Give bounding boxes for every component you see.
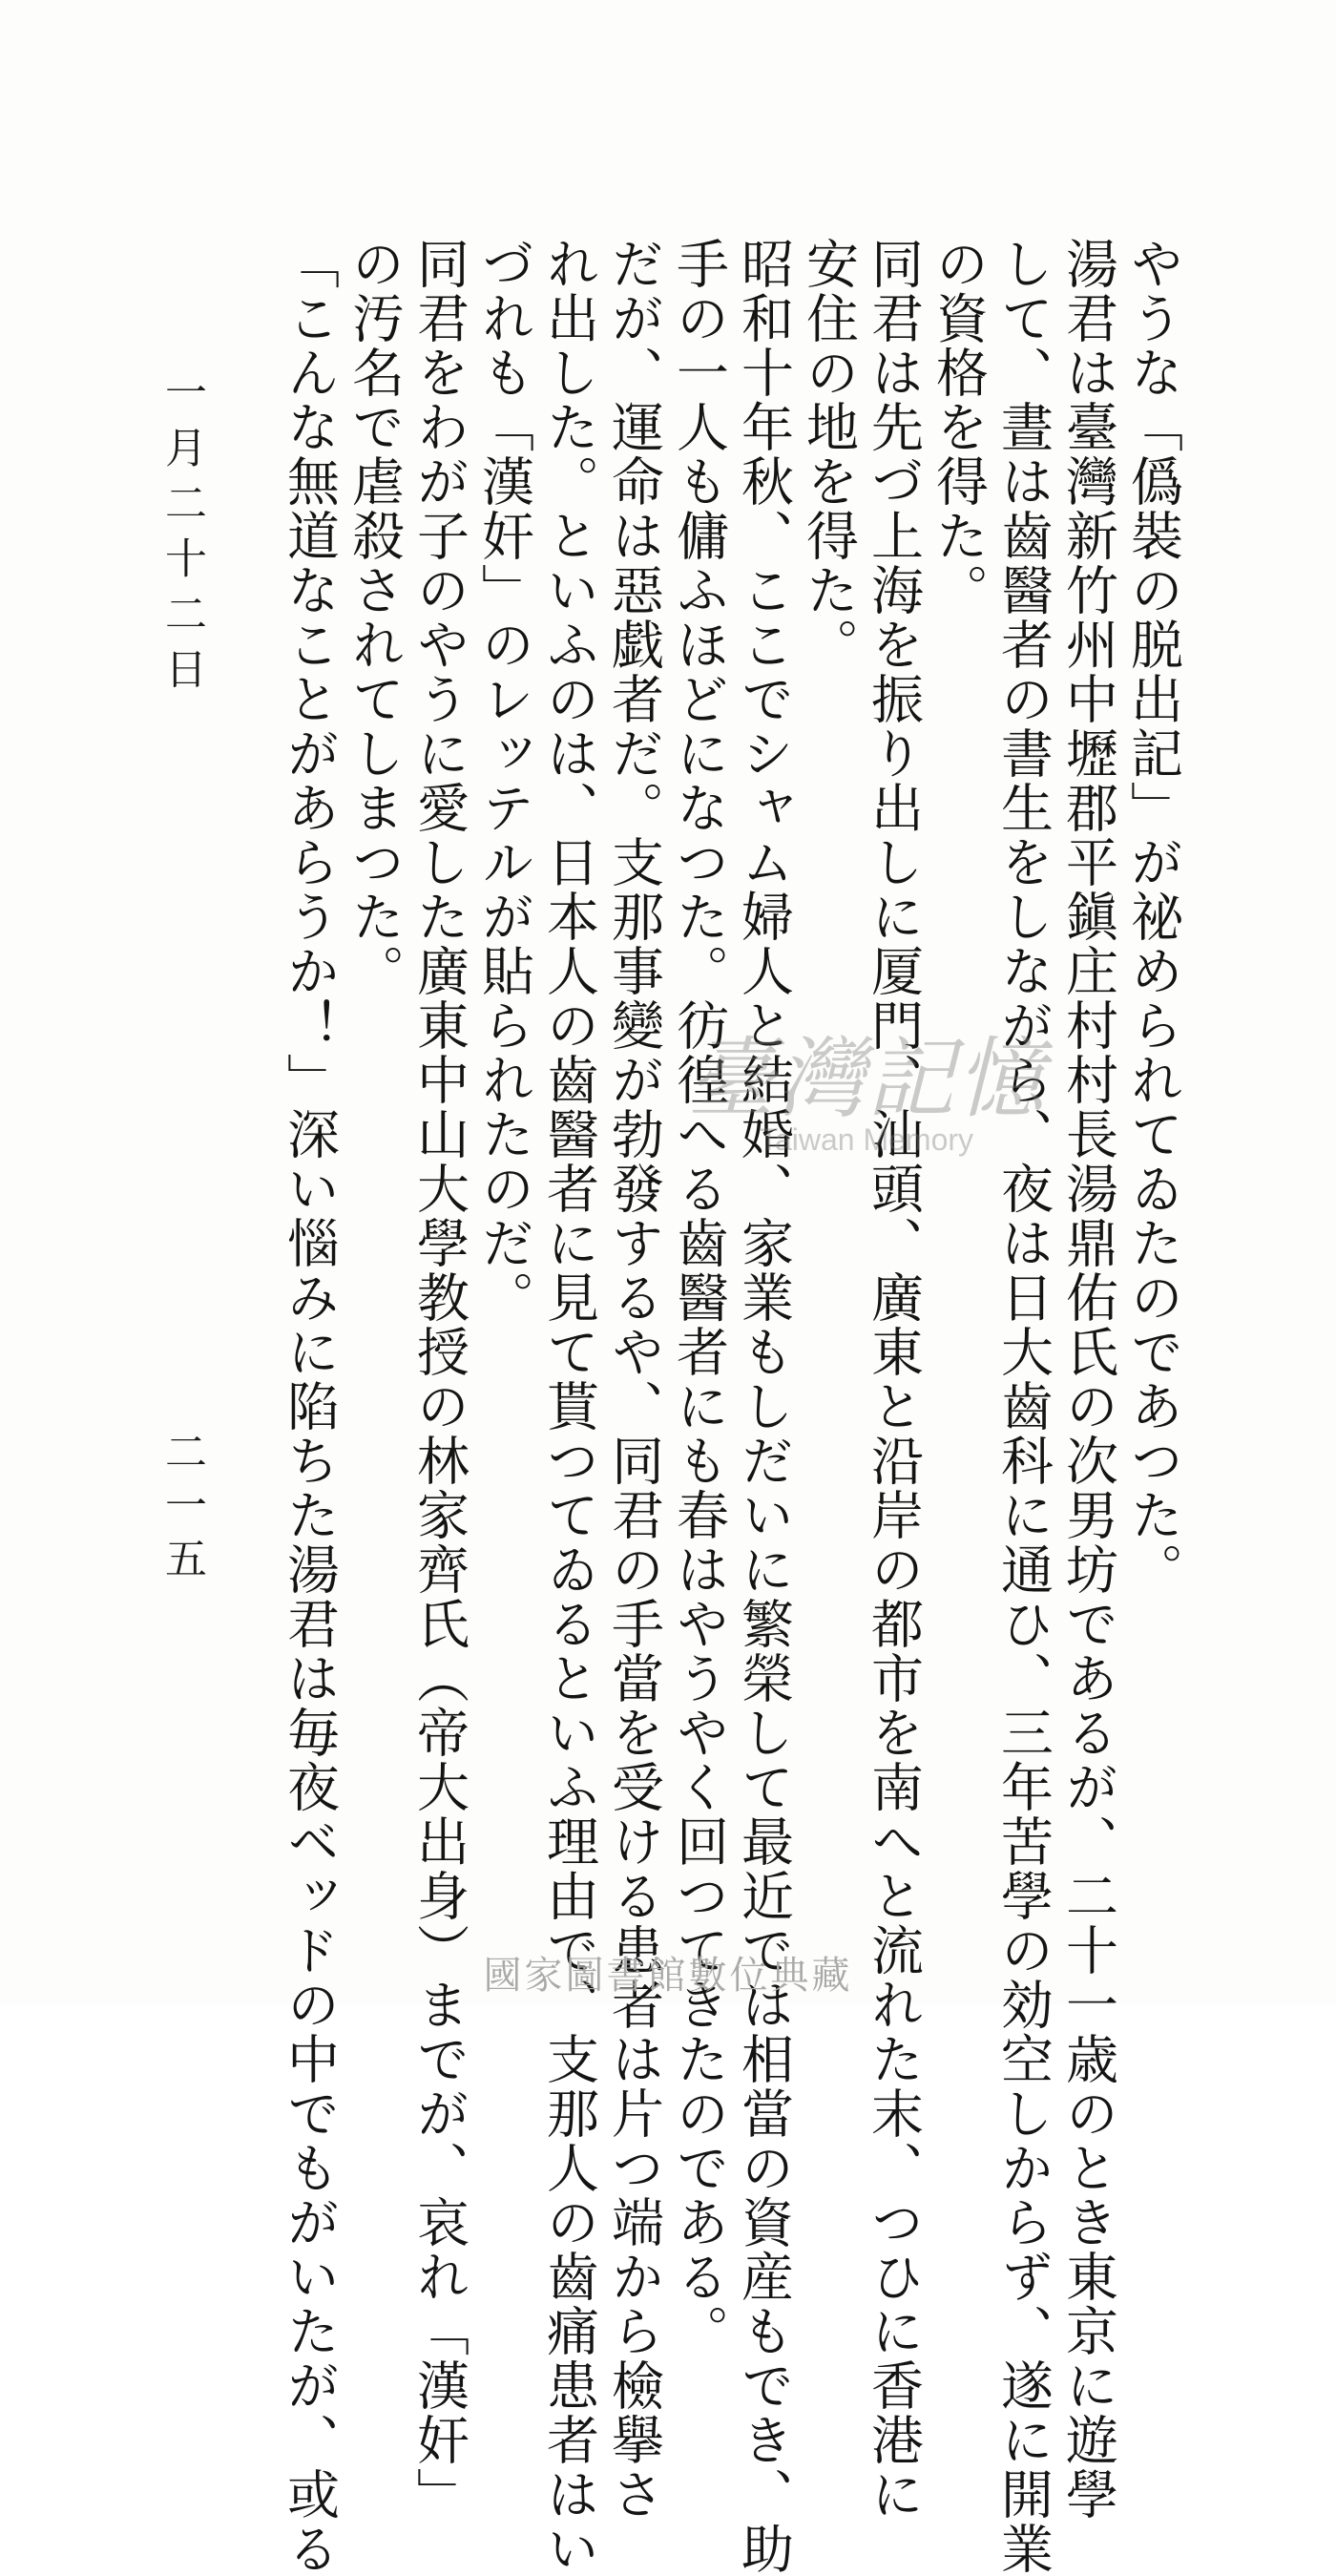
text-line: して、晝は齒醫者の書生をしながら、夜は日大齒科に通ひ、三年苦學の効空しからず、遂に開業 <box>992 237 1054 2576</box>
text-line: 手の一人も傭ふほどになつた。彷徨へる齒醫者にも春はやうやく回つてきたのである。 <box>668 237 729 2358</box>
text-line: れ出した。といふのは、日本人の齒醫者に見て貰つてゐるといふ理由で、支那人の齒痛患者はい <box>538 237 599 2576</box>
text-line: 「こんな無道なことがあらうか！」深い惱みに陷ちた湯君は毎夜ベッドの中でもがいたが、或る <box>279 237 340 2576</box>
text-line: だが、運命は惡戯者だ。支那事變が勃發するや、同君の手當を受ける患者は片つ端から檢擧さ <box>603 237 664 2522</box>
text-line: 同君をわが子のやうに愛した廣東中山大學教授の林家齊氏（帝大出身）までが、哀れ「漢奸」 <box>408 237 470 2522</box>
watermark-subtitle: Taiwan Memory <box>759 1122 974 1157</box>
text-line: の資格を得た。 <box>928 237 989 618</box>
text-line: 湯君は臺灣新竹州中壢郡平鎭庄村村長湯鼎佑氏の次男坊であるが、二十一歳のとき東京に遊學 <box>1057 237 1118 2522</box>
text-line: やうな「僞裝の脱出記」が祕められてゐたのであつた。 <box>1122 237 1183 1597</box>
text-line: 昭和十年秋、ここでシャム婦人と結婚、家業もしだいに繁榮して最近では相當の資産もでき、助 <box>733 237 794 2576</box>
entry-date: 一月二十二日 <box>157 370 206 702</box>
page-number: 二一五 <box>157 1430 206 1590</box>
text-line: の汚名で虐殺されてしまつた。 <box>344 237 405 998</box>
text-line: づれも「漢奸」のレッテルが貼られたのだ。 <box>473 237 534 1325</box>
text-line: 安住の地を得た。 <box>798 237 859 672</box>
text-line: 同君は先づ上海を振り出しに厦門、汕頭、廣東と沿岸の都市を南へと流れた末、つひに香港に <box>863 237 924 2522</box>
watermark <box>687 1028 1047 1157</box>
library-label: 國家圖書館數位典藏 <box>483 1954 853 1998</box>
watermark-mark: 臺灣記憶 <box>687 1028 1047 1130</box>
